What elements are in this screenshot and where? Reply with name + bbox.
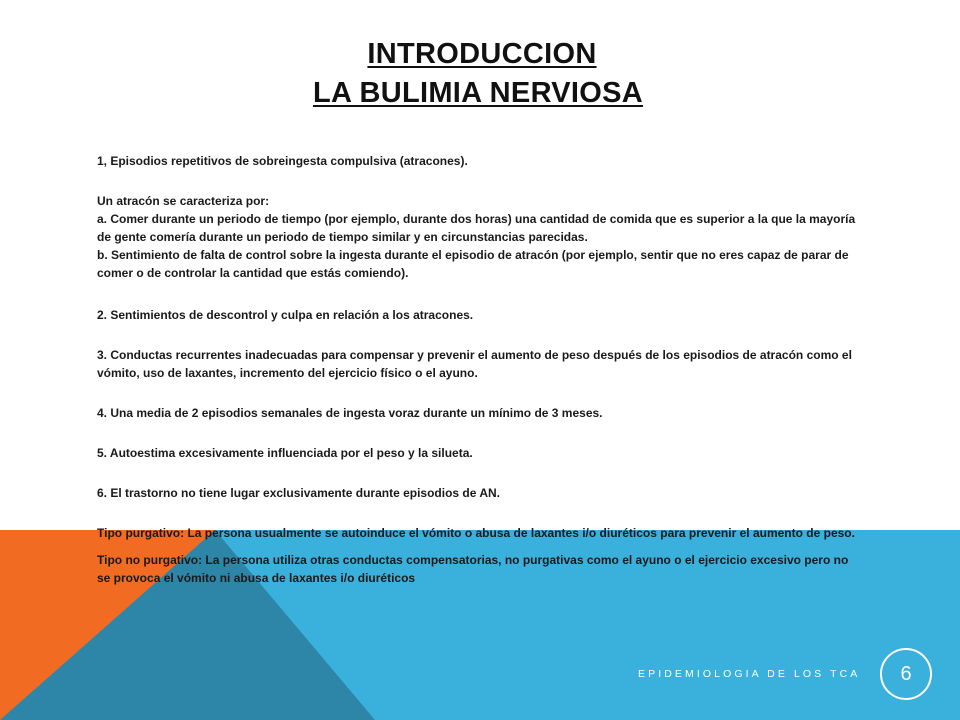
criterion-6: 6. El trastorno no tiene lugar exclusivamente durante episodios de AN. xyxy=(97,486,500,500)
binge-definition-a: a. Comer durante un periodo de tiempo (por ejemplo, durante dos horas) una cantidad de comida que es superior a la que la mayoría de gente comería durante un periodo de tiempo similar y en circunstancias parecidas. xyxy=(97,212,856,244)
footer-text: EPIDEMIOLOGIA DE LOS TCA xyxy=(638,668,861,680)
page-number-badge xyxy=(880,648,932,700)
slide-body xyxy=(97,152,857,587)
criterion-5: 5. Autoestima excesivamente influenciada por el peso y la silueta. xyxy=(97,446,473,460)
page-number: 6 xyxy=(900,662,912,685)
non-purging-type: Tipo no purgativo: La persona utiliza otras conductas compensatorias, no purgativas como el ayuno o el ejercicio excesivo pero no se provoca el vómito ni abusa de laxantes i/o diuréticos xyxy=(97,553,849,585)
binge-definition-b: b. Sentimiento de falta de control sobre la ingesta durante el episodio de atracón (por ejemplo, sentir que no eres capaz de parar de comer o de controlar la cantidad que estás comiendo). xyxy=(97,248,849,280)
title-bulimia-nerviosa: LA BULIMIA NERVIOSA xyxy=(312,77,644,109)
criterion-1: 1, Episodios repetitivos de sobreingesta compulsiva (atracones). xyxy=(97,154,468,168)
criterion-3: 3. Conductas recurrentes inadecuadas para compensar y prevenir el aumento de peso después de los episodios de atracón como el vómito, uso de laxantes, incremento del ejercicio físico o el ayuno. xyxy=(97,348,852,380)
criterion-2: 2. Sentimientos de descontrol y culpa en relación a los atracones. xyxy=(97,308,474,322)
criterion-4: 4. Una media de 2 episodios semanales de ingesta voraz durante un mínimo de 3 meses. xyxy=(97,406,603,420)
binge-definition-intro: Un atracón se caracteriza por: xyxy=(97,194,270,208)
slide-title xyxy=(0,38,960,110)
purging-type: Tipo purgativo: La persona usualmente se autoinduce el vómito o abusa de laxantes i/o diuréticos para prevenir el aumento de peso. xyxy=(97,526,855,540)
title-introduccion: INTRODUCCION xyxy=(367,38,597,70)
